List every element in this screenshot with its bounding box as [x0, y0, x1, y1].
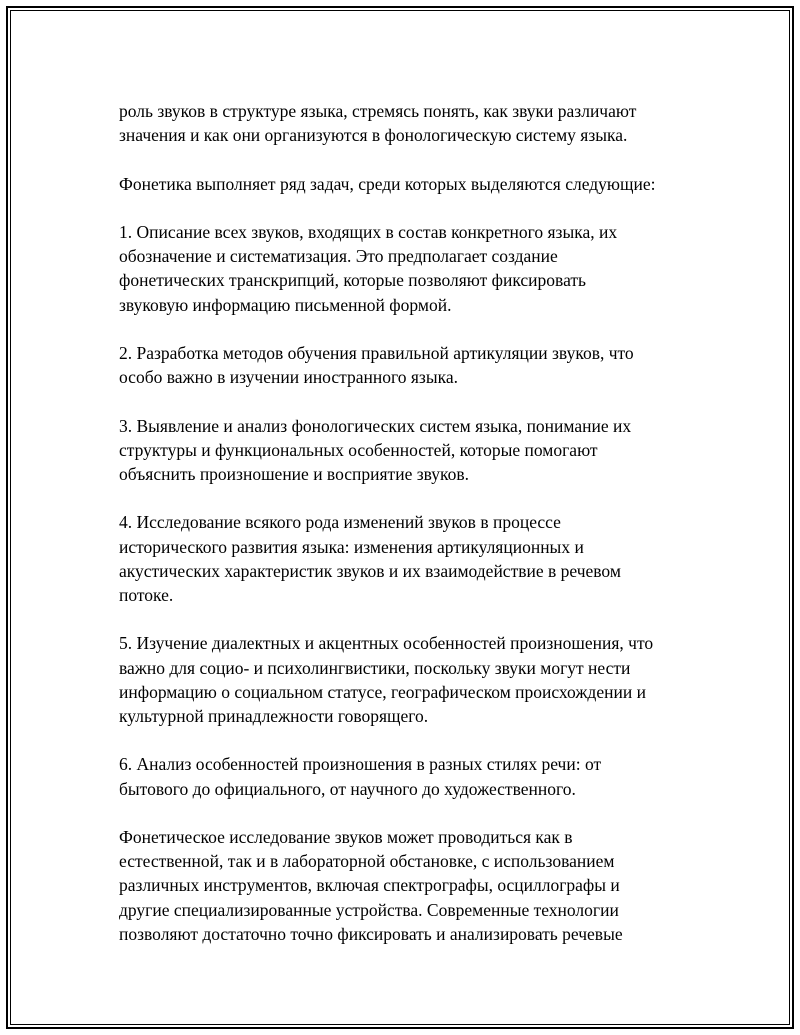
paragraph-task-4: 4. Исследование всякого рода изменений звуков в процессе исторического развития языка: изменения артикуляционных и акустических характеристик звуков и их взаимодействие в речевом потоке.	[119, 512, 621, 605]
paragraph-research-methods: Фонетическое исследование звуков может проводиться как в естественной, так и в лабораторной обстановке, с использованием различных инструментов, включая спектрографы, осциллографы и другие специализированные устройства. Современные технологии позволяют достаточно точно фиксировать и анализировать речевые	[119, 826, 623, 944]
paragraph-tasks-lead: Фонетика выполняет ряд задач, среди которых выделяются следующие:	[119, 173, 656, 194]
paragraph-task-3: 3. Выявление и анализ фонологических систем языка, понимание их структуры и функциональных особенностей, которые помогают объяснить произношение и восприятие звуков.	[119, 415, 632, 484]
paragraph-task-2: 2. Разработка методов обучения правильной артикуляции звуков, что особо важно в изучении иностранного языка.	[119, 342, 634, 388]
paragraph-task-5: 5. Изучение диалектных и акцентных особенностей произношения, что важно для социо- и психолингвистики, поскольку звуки могут нести информацию о социальном статусе, географическом происхождении и культурной принадлежности говорящего.	[119, 633, 654, 726]
page-frame	[6, 6, 794, 1029]
paragraph-task-1: 1. Описание всех звуков, входящих в состав конкретного языка, их обозначение и систематизация. Это предполагает создание фонетических транскрипций, которые позволяют фиксировать звуковую информацию письменной формой.	[119, 221, 618, 315]
paragraph-intro-continuation: роль звуков в структуре языка, стремясь понять, как звуки различают значения и как они организуются в фонологическую систему языка.	[119, 101, 637, 146]
document-body	[119, 99, 719, 970]
paragraph-task-6: 6. Анализ особенностей произношения в разных стилях речи: от бытового до официального, от научного до художественного.	[119, 754, 602, 799]
